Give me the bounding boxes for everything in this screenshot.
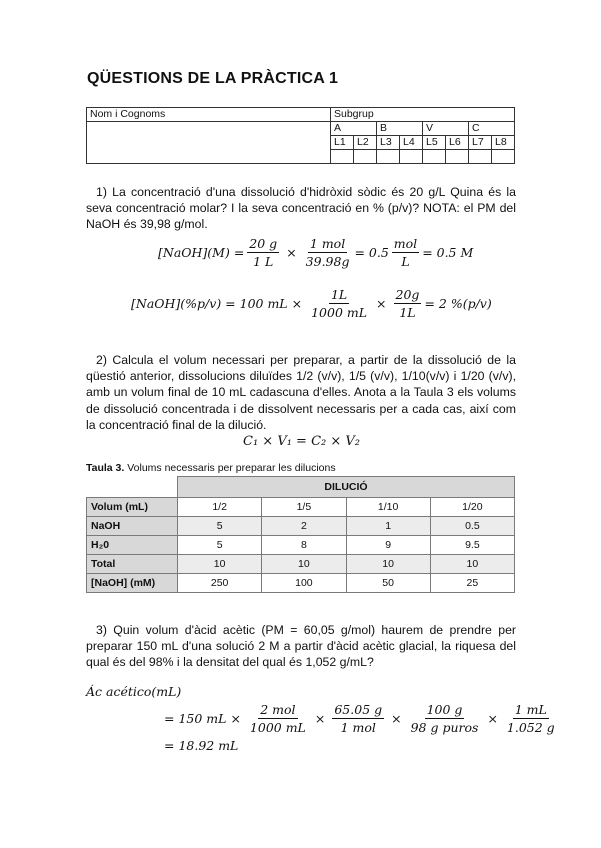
eq1-result: = 0.5 M [422,245,474,260]
column-header: 1/10 [346,498,430,517]
table-row: Total 10 10 10 10 [87,555,515,574]
lab-l3: L3 [377,136,400,150]
question-3-text: 3) Quin volum d'àcid acètic (PM = 60,05 g/mol) haurem de prendre per preparar 150 mL d'una solució 2 M a partir d'àcid acètic glacial, la riquesa del qual és del 98% i la densitat del qual és 1,052 g/mL? [86,623,516,670]
lab-l8-check[interactable] [492,150,515,164]
eq1-mid: = 0.5 [354,245,389,260]
dilution-formula: C₁ × V₁ = C₂ × V₂ [243,434,360,449]
eq1-fraction-3: $\frac{\text{mol}}{L}$ [393,236,418,269]
eq3-fraction-4: $\frac{1 mL}{1.052 g}$ [506,702,555,735]
lab-l4: L4 [400,136,423,150]
lab-l7: L7 [469,136,492,150]
column-header: 1/2 [178,498,262,517]
question-1-text: 1) La concentració d'una dissolució d'hidròxid sòdic és 20 g/L Quina és la seva concentració molar? I la seva concentració en % (p/v)? NOTA: el PM del NaOH és 39,98 g/mol. [86,185,516,232]
group-v: V [423,122,469,136]
lab-l3-check[interactable] [377,150,400,164]
name-field[interactable] [87,122,331,164]
eq2-fraction-2: $\frac{20g}{1L}$ [395,287,420,320]
page-title: QÜESTIONS DE LA PRÀCTICA 1 [87,70,339,87]
eq3-fraction-2: $\frac{65.05 g}{\text{1 mol}}$ [334,702,383,735]
table-row: NaOH 5 2 1 0.5 [87,517,515,536]
eq1-fraction-2: $\frac{\text{1 mol}}{39.98g}$ [305,236,350,269]
dilution-table [86,476,515,593]
lab-l6-check[interactable] [446,150,469,164]
eq3-start: = 150 mL [164,711,227,726]
question-3-lhs: Ác acético(mL) [86,684,182,699]
eq2-result: = 2 %(p/v) [424,296,492,311]
question-1-equation-percent: [NaOH](%p/v) = 100 mL × $\frac{1L}{1000 mL}$ × $\frac{20g}{1L}$ = 2 %(p/v) [131,287,492,320]
eq3-fraction-1: $\frac{\text{2 mol}}{1000 mL}$ [249,702,306,735]
subgroup-label: Subgrup [331,108,515,122]
eq2-lhs: [NaOH](%p/v) = 100 mL [131,296,288,311]
student-info-table [86,107,515,164]
eq2-fraction-1: $\frac{1L}{1000 mL}$ [311,287,368,320]
column-header: 1/20 [430,498,514,517]
lab-l1-check[interactable] [331,150,354,164]
table-row: H₂0 5 8 9 9.5 [87,536,515,555]
lab-l2-check[interactable] [354,150,377,164]
lab-l2: L2 [354,136,377,150]
lab-l5: L5 [423,136,446,150]
eq1-fraction-1: $\frac{20 g}{1 L}$ [249,236,278,269]
lab-l1: L1 [331,136,354,150]
question-3-result: = 18.92 mL [164,738,239,753]
eq1-lhs: [NaOH](M) = [158,245,245,260]
lab-l7-check[interactable] [469,150,492,164]
table-3-caption: Taula 3. Volums necessaris per preparar les dilucions [86,462,336,474]
group-c: C [469,122,515,136]
group-a: A [331,122,377,136]
column-header: Volum (mL) [87,498,178,517]
question-1-equation-molar: [NaOH](M) = $\frac{20 g}{1 L}$ × $\frac{\text{1 mol}}{39.98g}$ = 0.5 $\frac{\text{mol}}{L}$ = 0.5 M [158,236,474,269]
lab-l4-check[interactable] [400,150,423,164]
question-2-text: 2) Calcula el volum necessari per preparar, a partir de la dissolució de la qüestió anterior, dissolucions diluïdes 1/2 (v/v), 1/5 (v/v), 1/10(v/v) i 1/20 (v/v), amb un volum final de 10 mL cadascuna d'elles. Anota a la Taula 3 els volums de dissolució concentrada i de dissolvent necessaris per a cada cas, així com la concentració final de la dilució. [86,353,516,432]
name-label: Nom i Cognoms [87,108,331,122]
eq3-fraction-3: $\frac{100 g}{\text{98 g puros}}$ [410,702,479,735]
question-3-equation: = 150 mL × $\frac{\text{2 mol}}{1000 mL}$ × $\frac{65.05 g}{\text{1 mol}}$ × $\frac{100 g}{\text{98 g puros}}$ × $\frac{1 mL}{1.052 g}$ [164,702,555,735]
group-b: B [377,122,423,136]
table-row: [NaOH] (mM) 250 100 50 25 [87,574,515,593]
lab-l5-check[interactable] [423,150,446,164]
dilution-group-header: DILUCIÓ [178,477,515,498]
column-header: 1/5 [262,498,346,517]
lab-l8: L8 [492,136,515,150]
lab-l6: L6 [446,136,469,150]
